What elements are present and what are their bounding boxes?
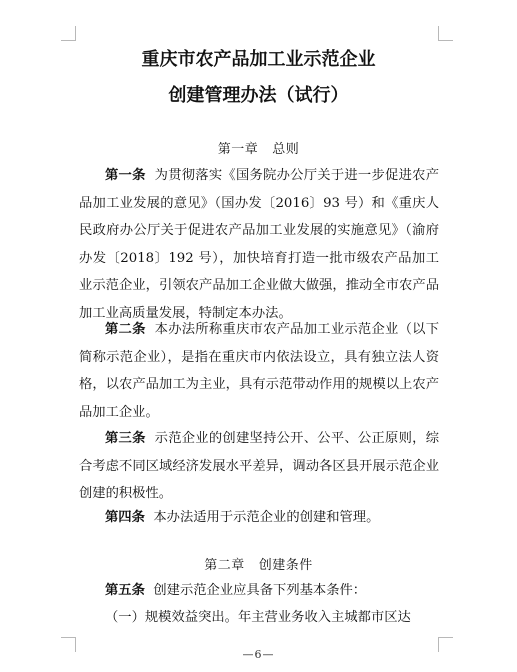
article-4-label: 第四条 <box>105 510 145 525</box>
document-title-line-2: 创建管理办法（试行） <box>168 85 349 106</box>
article-4-text: 本办法适用于示范企业的创建和管理。 <box>153 510 380 525</box>
chapter-2-number: 第二章 <box>204 558 245 573</box>
chapter-1-name: 总则 <box>272 142 300 157</box>
article-5 <box>79 577 439 605</box>
crop-mark-top-right <box>438 26 453 41</box>
article-5-text: 创建示范企业应具备下列基本条件： <box>153 583 367 598</box>
chapter-2-name: 创建条件 <box>258 558 313 573</box>
article-5-label: 第五条 <box>105 583 145 598</box>
chapter-2-heading <box>0 557 517 575</box>
document-title-line-1: 重庆市农产品加工业示范企业 <box>141 49 376 70</box>
article-3-label: 第三条 <box>105 431 146 446</box>
article-5-item-1 <box>79 604 439 632</box>
article-3-text: 示范企业的创建坚持公开、公平、公正原则，综合考虑不同区域经济发展水平差异，调动各区县开展示范企业创建的积极性。 <box>79 431 439 501</box>
article-2 <box>79 316 439 426</box>
article-2-text: 本办法所称重庆市农产品加工业示范企业（以下简称示范企业），是指在重庆市内依法设立，具有独立法人资格，以农产品加工为主业，具有示范带动作用的规模以上农产品加工企业。 <box>79 322 439 420</box>
page-number: —6— <box>242 648 275 661</box>
article-1-label: 第一条 <box>105 168 146 183</box>
article-4 <box>79 504 439 532</box>
article-3 <box>79 425 439 508</box>
chapter-1-heading <box>0 141 517 159</box>
article-5-item-1-text: （一）规模效益突出。年主营业务收入主城都市区达 <box>105 610 411 625</box>
article-1 <box>79 162 439 327</box>
chapter-1-number: 第一章 <box>217 142 259 157</box>
article-1-text: 为贯彻落实《国务院办公厅关于进一步促进农产品加工业发展的意见》（国办发〔2016〕93 号）和《重庆人民政府办公厅关于促进农产品加工业发展的实施意见》（渝府办发〔2018〕192 号），加快培育打造一批市级农产品加工业示范企业，引领农产品加工企业做大做强，推动全市农产品加工业高质量发展，特制定本办法。 <box>79 168 439 321</box>
crop-mark-top-left <box>61 26 76 41</box>
article-2-label: 第二条 <box>105 322 146 337</box>
